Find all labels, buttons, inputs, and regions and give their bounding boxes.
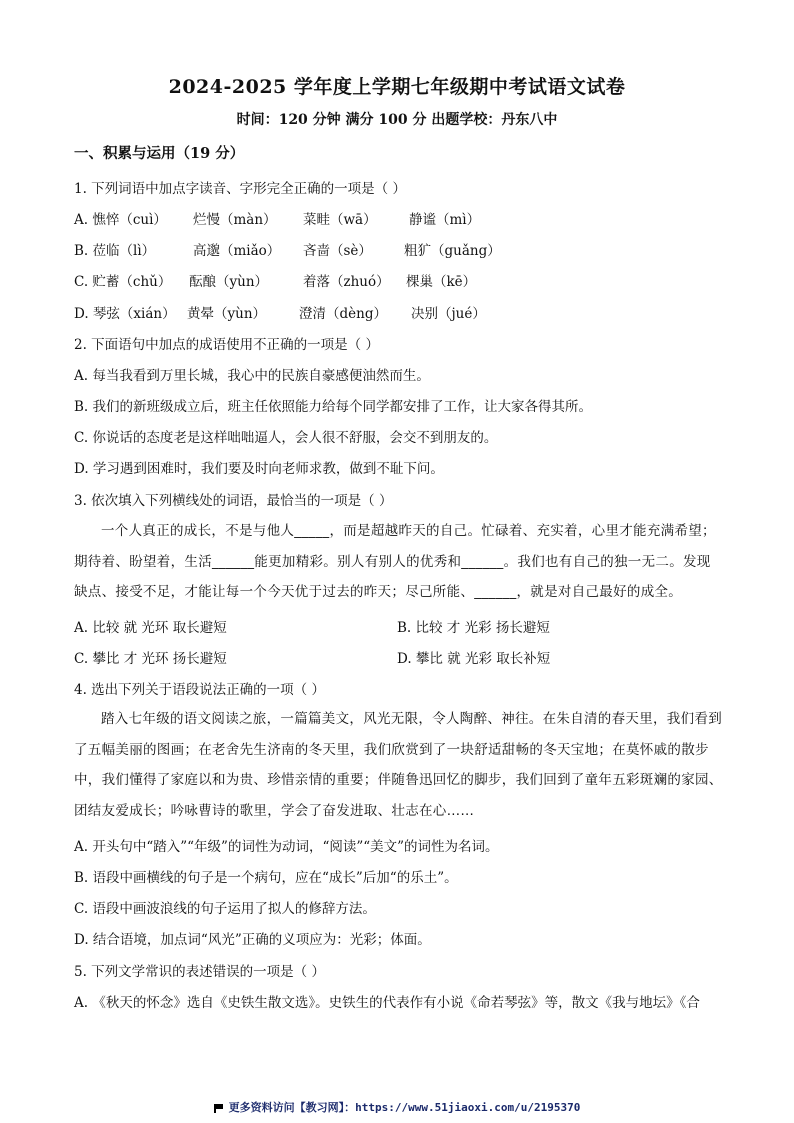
q1-option-c-word-1: C. 贮蓄（chǔ） xyxy=(74,274,172,290)
q1-option-b-word-2: 高邈（miǎo） xyxy=(193,243,281,259)
q5-option-a: A. 《秋天的怀念》选自《史铁生散文选》。史铁生的代表作有小说《命若琴弦》等，散文《我与地坛》《合 xyxy=(74,995,700,1011)
footer-link[interactable] xyxy=(0,1099,794,1115)
q2-option-c: C. 你说话的态度老是这样咄咄逼人，会人很不舒服，会交不到朋友的。 xyxy=(74,430,498,446)
question-4-stem: 4. 选出下列关于语段说法正确的一项（ ） xyxy=(74,682,325,698)
q2-option-d: D. 学习遇到困难时，我们要及时向老师求教，做到不耻下问。 xyxy=(74,461,444,477)
q4-passage: 踏入七年级的语文阅读之旅，一篇篇美文，风光无限，令人陶醉、神往。在朱自清的春天里，我们看到了五幅美丽的图画；在老舍先生济南的冬天里，我们欣赏到了一块舒适甜畅的冬天宝地；在莫怀戚的散步中，我们懂得了家庭以和为贵、珍惜亲情的重要；伴随鲁迅回忆的脚步，我们回到了童年五彩斑斓的家园、团结友爱成长；吟咏曹诗的歌里，学会了奋发进取、壮志在心…… xyxy=(74,711,723,819)
question-5-stem: 5. 下列文学常识的表述错误的一项是（ ） xyxy=(74,964,325,980)
q1-option-a-word-4: 静谧（mì） xyxy=(409,212,481,228)
q4-option-a: A. 开头句中“踏入”“年级”的词性为动词，“阅读”“美文”的词性为名词。 xyxy=(74,839,499,855)
q1-option-c-word-3: 着落（zhuó） xyxy=(303,274,390,290)
question-1-stem: 1. 下列词语中加点字读音、字形完全正确的一项是（ ） xyxy=(74,181,406,197)
q1-option-d-word-2: 黄晕（yùn） xyxy=(187,306,267,322)
q3-option-a: A. 比较 就 光环 取长避短 xyxy=(74,620,227,636)
q1-option-b-word-1: B. 莅临（lì） xyxy=(74,243,156,259)
q1-option-c-word-2: 酝酿（yùn） xyxy=(189,274,269,290)
q1-option-c-word-4: 棵巢（kē） xyxy=(406,274,477,290)
q4-option-b: B. 语段中画横线的句子是一个病句，应在“成长”后加“的乐土”。 xyxy=(74,870,458,886)
q4-option-d: D. 结合语境，加点词“风光”正确的义项应为：光彩；体面。 xyxy=(74,932,431,948)
q3-option-d: D. 攀比 就 光彩 取长补短 xyxy=(397,651,551,667)
q1-option-a-word-1: A. 憔悴（cuì） xyxy=(74,212,167,228)
flag-icon xyxy=(214,1104,225,1113)
q2-option-a: A. 每当我看到万里长城，我心中的民族自豪感便油然而生。 xyxy=(74,368,430,384)
question-2-stem: 2. 下面语句中加点的成语使用不正确的一项是（ ） xyxy=(74,337,379,353)
q1-option-d-word-4: 决别（jué） xyxy=(411,306,486,322)
q1-option-b-word-3: 吝啬（sè） xyxy=(303,243,372,259)
footer-text: 更多资料访问【教习网】：https://www.51jiaoxi.com/u/2195370 xyxy=(228,1101,581,1114)
section-heading: 一、积累与运用（19 分） xyxy=(74,145,245,162)
q1-option-b-word-4: 粗犷（guǎng） xyxy=(404,243,501,259)
q2-option-b: B. 我们的新班级成立后，班主任依照能力给每个同学都安排了工作，让大家各得其所。 xyxy=(74,399,593,415)
exam-subtitle: 时间：120 分钟 满分 100 分 出题学校：丹东八中 xyxy=(236,112,558,128)
q3-option-b: B. 比较 才 光彩 扬长避短 xyxy=(397,620,550,636)
exam-title: 2024-2025 学年度上学期七年级期中考试语文试卷 xyxy=(168,76,626,98)
q1-option-a-word-3: 菜畦（wā） xyxy=(303,212,377,228)
q3-option-c: C. 攀比 才 光环 扬长避短 xyxy=(74,651,227,667)
q1-option-a-word-2: 烂慢（màn） xyxy=(193,212,277,228)
question-3-stem: 3. 依次填入下列横线处的词语，最恰当的一项是（ ） xyxy=(74,493,393,509)
q4-option-c: C. 语段中画波浪线的句子运用了拟人的修辞方法。 xyxy=(74,901,376,917)
q1-option-d-word-1: D. 琴弦（xián） xyxy=(74,306,176,322)
q3-passage: 一个人真正的成长，不是与他人_____，而是超越昨天的自己。忙碌着、充实着，心里才能充满希望；期待着、盼望着，生活______能更加精彩。别人有别人的优秀和______。我们也有自己的独一无二。发现缺点、接受不足，才能让每一个今天优于过去的昨天；尽己所能、______，就是对自己最好的成全。 xyxy=(74,523,716,600)
q1-option-d-word-3: 澄清（dèng） xyxy=(299,306,387,322)
